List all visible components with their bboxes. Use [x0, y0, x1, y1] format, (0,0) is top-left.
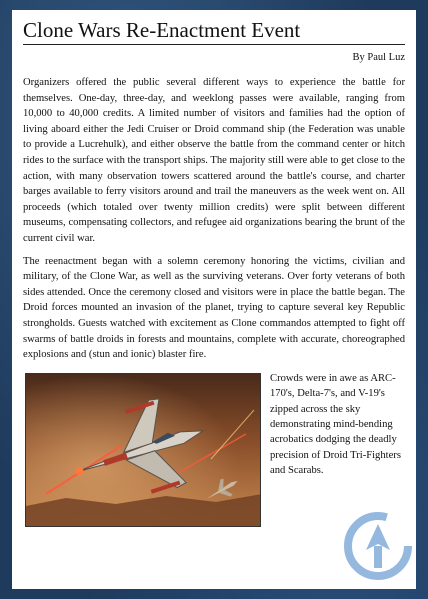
starfighter-illustration: [25, 373, 261, 527]
article-paragraph-2: The reenactment began with a solemn ceremony honoring the victims, civilian and military, of the Clone War, as well as the surviving veterans. Over forty veterans of both sides attended. Once the ceremony closed and visitors were in place the battle began. The Droid forces mounted an invasion of the planet, trying to capture several key Republic strongholds. Guests watched with excitement as Clone commandos attempted to fight off swarms of battle droids in forests and mountains, complete with accurate, choreographed explosions and (stun and ionic) blaster fire.: [23, 255, 405, 361]
starfighter-illustration-svg: [26, 374, 261, 527]
article-page: [12, 10, 416, 589]
article-byline: By Paul Luz: [352, 52, 405, 63]
illustration-caption: Crowds were in awe as ARC-170's, Delta-7's, and V-19's zipped across the sky demonstrating mind-bending acrobatics dodging the deadly precision of Droid Tri-Fighters and Scarabs.: [270, 372, 401, 477]
article-paragraph-1: Organizers offered the public several different ways to experience the battle for themselves. One-day, three-day, and weeklong passes were available, ranging from 10,000 to 40,000 credits. A limited number of visitors and families had the option of living aboard either the Jedi Cruiser or Droid command ship (the Federation was unable to provide a Lucrehulk), and either observe the battle from the command center or hitch rides to the surface with the transport ships. The majority still were able to get close to the action, with many observation towers scattered around the battle's course, and charter barges available to ferry visitors around and trail the maneuvers as the week went on. All proceeds (which totaled over twenty million credits) were split between different museums, compensating collectors, and refugee aid organizations bearing the brunt of the current civil war.: [23, 77, 405, 244]
article-title: Clone Wars Re-Enactment Event: [23, 18, 405, 45]
publisher-logo-icon: [338, 506, 418, 586]
